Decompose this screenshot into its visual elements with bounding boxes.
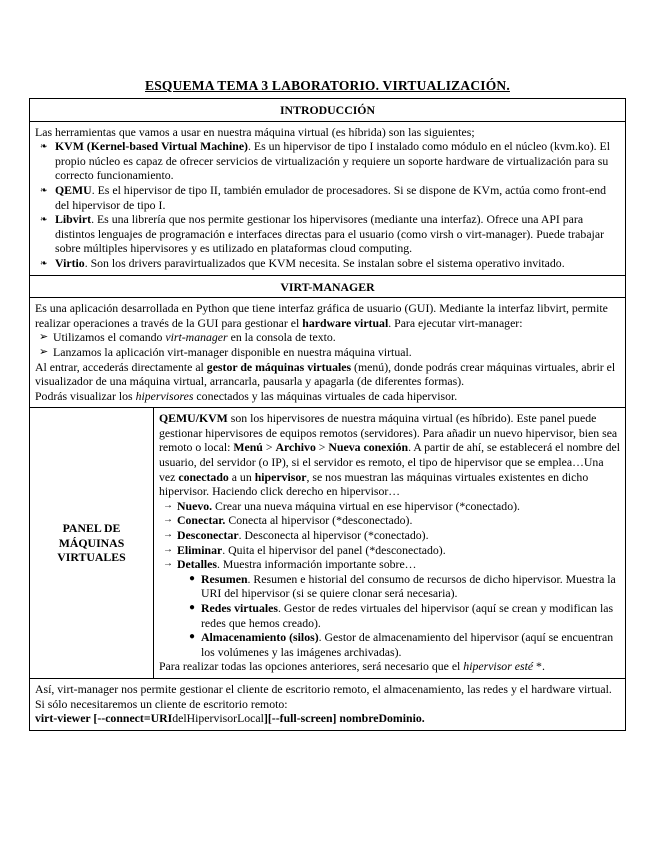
tools-list (35, 139, 621, 270)
list-item: ❧ QEMU. Es el hipervisor de tipo II, también emulador de procesadores. Si se dispone de KVm, actúa como front-end del hipervisor de tipo I. (40, 182, 607, 212)
flower-bullet-icon: ❧ (40, 214, 48, 225)
section-header-intro: INTRODUCCIÓN (30, 99, 626, 122)
virt-paragraph: Podrás visualizar los hipervisores conectados y las máquinas virtuales de cada hipervisor. (35, 388, 458, 403)
panel-footer-note: Para realizar todas las opciones anteriores, será necesario que el hipervisor esté *. (159, 659, 545, 674)
panel-paragraph: QEMU/KVM son los hipervisores de nuestra máquina virtual (es híbrido). Este panel puede gestionar hipervisores de equipos remotos (servidores). Para añadir un nuevo hipervisor, bien sea remoto o local: Menú > Archivo > Nueva conexión. A partir de ahí, se establecerá el nombre del usuario, del servidor (o IP), si el servidor es remoto, el tipo de hipervisor que se emplea…Una vez conectado a un hipervisor, se nos muestran las máquinas virtuales existentes en dicho hipervisor. Haciendo click derecho en hipervisor… (159, 411, 620, 499)
flower-bullet-icon: ❧ (40, 141, 48, 152)
arrow-bullet-icon: ➢ (39, 331, 49, 344)
flower-bullet-icon: ❧ (40, 257, 48, 268)
final-paragraph: Así, virt-manager nos permite gestionar el cliente de escritorio remoto, el almacenamiento, las redes y el hardware virtual. Si sólo necesitaremos un cliente de escritorio remoto: (35, 681, 612, 711)
list-item: ❧ KVM (Kernel-based Virtual Machine). Es un hipervisor de tipo I instalado como módulo en el núcleo (kvm.ko). El propio núcleo es capaz de ofrecer servicios de virtualización y requiere un soporte hardware de virtualización para su correcto funcionamiento. (40, 139, 611, 183)
arrow-bullet-icon: → (163, 529, 173, 541)
list-item: → Eliminar. Quita el hipervisor del panel (*desconectado). (163, 542, 446, 557)
arrow-bullet-icon: → (163, 514, 173, 526)
list-item: → Nuevo. Crear una nueva máquina virtual en ese hipervisor (*conectado). (163, 498, 520, 513)
list-item: ● Redes virtuales. Gestor de redes virtuales del hipervisor (aquí se crean y modifican las redes que hemos creado). (189, 601, 614, 630)
details-list (177, 572, 621, 660)
list-item: ❧ Virtio. Son los drivers paravirtualizados que KVM necesita. Se instalan sobre el sistema operativo invitado. (40, 255, 565, 270)
list-item: → Desconectar. Desconecta al hipervisor (*conectado). (163, 528, 429, 543)
virt-paragraph: Es una aplicación desarrollada en Python que tiene interfaz gráfica de usuario (GUI). Mediante la interfaz libvirt, permite realizar operaciones a través de la GUI para gestionar el hardware virtual. Para ejecutar virt-manager: (35, 301, 608, 330)
command-line: virt-viewer [--connect=URIdelHipervisorLocal][--full-screen] nombreDominio. (35, 711, 425, 726)
outline-table (29, 98, 626, 731)
dot-bullet-icon: ● (189, 602, 196, 613)
virt-paragraph: Al entrar, accederás directamente al gestor de máquinas virtuales (menú), donde podrás crear máquinas virtuales, abrir el visualizador de una máquina virtual, arrancarla, pausarla y apagarla (de diferentes formas). (35, 359, 616, 389)
panel-side-label: PANEL DE MÁQUINAS VIRTUALES (30, 408, 154, 679)
dot-bullet-icon: ● (189, 631, 196, 643)
list-item: ● Resumen. Resumen e historial del consumo de recursos de dicho hipervisor. Muestra la URI del hipervisor (si se quiere clonar será necesaria). (189, 571, 616, 601)
panel-cell (154, 408, 626, 679)
final-cell (30, 678, 626, 730)
list-item: ➢ Utilizamos el comando virt-manager en la consola de texto. (39, 330, 336, 345)
document-title: ESQUEMA TEMA 3 LABORATORIO. VIRTUALIZACIÓN. (145, 78, 510, 93)
list-item: ● Almacenamiento (silos). Gestor de almacenamiento del hipervisor (aquí se encuentran los volúmenes y las imágenes archivadas). (189, 630, 614, 659)
arrow-bullet-icon: → (163, 558, 173, 570)
context-options-list (159, 499, 621, 660)
flower-bullet-icon: ❧ (40, 184, 48, 195)
launch-steps (35, 330, 621, 359)
intro-cell (30, 121, 626, 275)
list-item: ❧ Libvirt. Es una librería que nos permite gestionar los hipervisores (mediante una interfaz). Ofrece una API para distintos lenguajes de programación e interfaces directas para el usuario (como virsh o virt-manager). Puede trabajar sobre múltiples hipervisores y es utilizado en plataformas cloud computing. (40, 212, 604, 256)
arrow-bullet-icon: → (163, 543, 173, 555)
dot-bullet-icon: ● (189, 572, 196, 584)
list-item: → Detalles. Muestra información importante sobre… ● Resumen. Resumen e historial del consumo de recursos de dicho hipervisor. Muestra la URI del hipervisor (si se quiere clonar será necesaria). ● Redes virtuales. Gestor de redes virtuales del hipervisor (aquí se crean y modifican las redes que hemos creado). ● Almacenamiento (silos). Gestor de almacenamiento del hipervisor (aquí se encuentran los volúmenes y las imágenes archivadas). (159, 557, 621, 659)
section-header-virt-manager: VIRT-MANAGER (30, 275, 626, 298)
virt-manager-cell (30, 298, 626, 408)
list-item: → Conectar. Conecta al hipervisor (*desconectado). (163, 513, 413, 528)
list-item: ➢ Lanzamos la aplicación virt-manager disponible en nuestra máquina virtual. (39, 344, 412, 359)
arrow-bullet-icon: ➢ (39, 345, 49, 358)
intro-lead: Las herramientas que vamos a usar en nuestra máquina virtual (es híbrida) son las siguientes; (35, 124, 475, 139)
arrow-bullet-icon: → (163, 499, 173, 511)
